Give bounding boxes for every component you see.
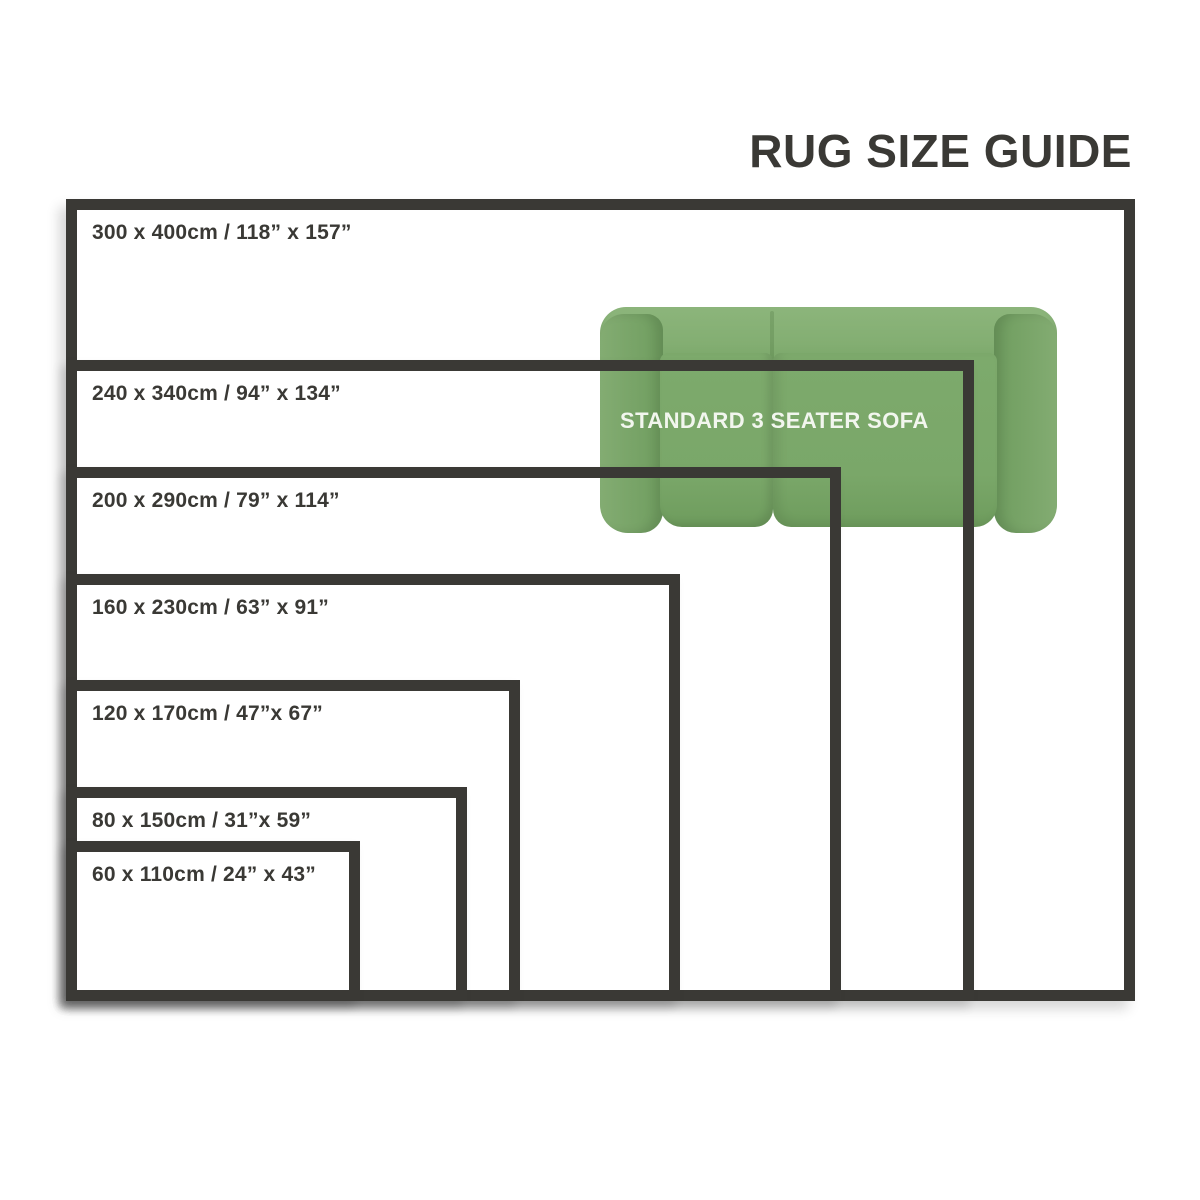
sofa-label: STANDARD 3 SEATER SOFA: [620, 408, 929, 433]
rug-size-label: 240 x 340cm / 94” x 134”: [92, 382, 341, 405]
rug-size-label: 300 x 400cm / 118” x 157”: [92, 221, 352, 244]
rug-size-label: 120 x 170cm / 47”x 67”: [92, 702, 323, 725]
rug-size-label: 80 x 150cm / 31”x 59”: [92, 809, 312, 832]
rug-size-label: 160 x 230cm / 63” x 91”: [92, 596, 329, 619]
rug-size-label: 60 x 110cm / 24” x 43”: [92, 863, 316, 886]
rug-size-label: 200 x 290cm / 79” x 114”: [92, 489, 340, 512]
page-title: RUG SIZE GUIDE: [749, 125, 1132, 177]
rug-outline-60x110: [66, 841, 360, 1001]
